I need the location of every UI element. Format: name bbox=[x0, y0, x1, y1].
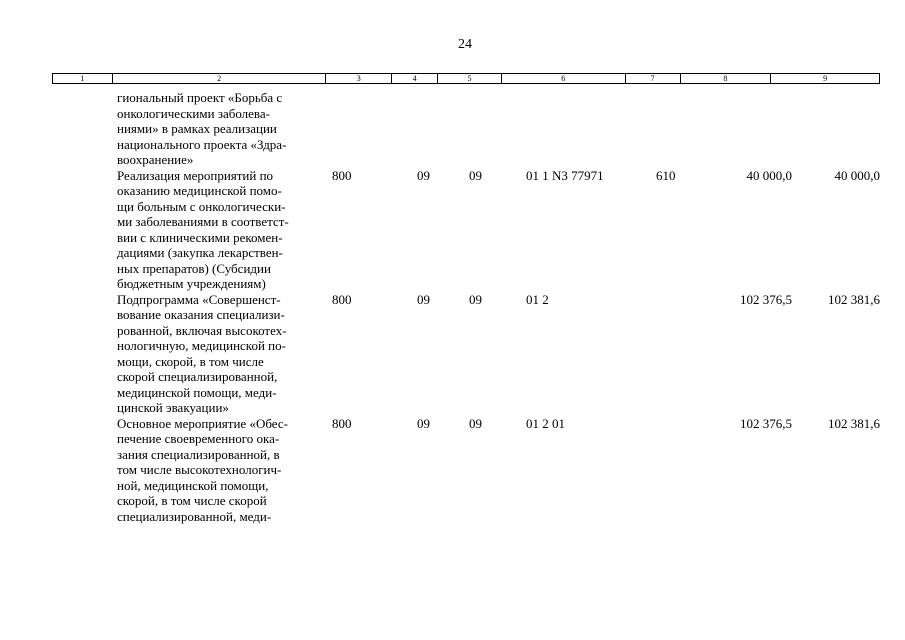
column-header: 8 bbox=[681, 74, 772, 83]
column-header: 6 bbox=[502, 74, 626, 83]
table-header bbox=[52, 73, 880, 84]
name-line: мощи, скорой, в том числе bbox=[117, 353, 264, 369]
name-line: Подпрограмма «Совершенст- bbox=[117, 291, 281, 307]
column-header: 5 bbox=[438, 74, 502, 83]
name-line: онкологическими заболева- bbox=[117, 105, 270, 121]
cell-name bbox=[117, 292, 332, 416]
cell-c5: 09 bbox=[469, 415, 482, 431]
name-line: ных препаратов) (Субсидии bbox=[117, 260, 271, 276]
name-line: ми заболеваниями в соответст- bbox=[117, 214, 289, 229]
column-header: 9 bbox=[823, 74, 828, 83]
cell-name bbox=[117, 168, 332, 292]
cell-c4: 09 bbox=[417, 291, 430, 307]
name-line: гиональный проект «Борьба с bbox=[117, 90, 283, 105]
name-line: Основное мероприятие «Обес- bbox=[117, 415, 288, 431]
cell-c8: 102 376,5 bbox=[740, 291, 792, 307]
table-row bbox=[52, 292, 880, 416]
column-header: 2 bbox=[113, 74, 326, 83]
cell-c5: 09 bbox=[469, 291, 482, 307]
name-line: печение своевременного ока- bbox=[117, 431, 280, 446]
cell-c9: 40 000,0 bbox=[834, 167, 880, 183]
name-line: рованной, включая высокотех- bbox=[117, 322, 287, 338]
cell-c8: 102 376,5 bbox=[740, 415, 792, 431]
cell-c9: 102 381,6 bbox=[828, 415, 880, 431]
cell-c3: 800 bbox=[332, 415, 352, 431]
name-line: зания специализированной, в bbox=[117, 446, 280, 462]
cell-c5: 09 bbox=[469, 167, 482, 183]
table-body bbox=[52, 90, 880, 524]
cell-c9: 102 381,6 bbox=[828, 291, 880, 307]
name-line: национального проекта «Здра- bbox=[117, 136, 287, 152]
table-row bbox=[52, 416, 880, 525]
cell-name bbox=[117, 416, 332, 525]
name-line: специализированной, меди- bbox=[117, 508, 272, 524]
cell-c6: 01 2 bbox=[526, 291, 549, 307]
name-line: ниями» в рамках реализации bbox=[117, 121, 277, 136]
name-line: щи больным с онкологически- bbox=[117, 198, 286, 214]
cell-c6: 01 2 01 bbox=[526, 415, 565, 431]
cell-c4: 09 bbox=[417, 167, 430, 183]
cell-c3: 800 bbox=[332, 291, 352, 307]
table-row bbox=[52, 90, 880, 168]
name-line: Реализация мероприятий по bbox=[117, 167, 274, 183]
cell-c7: 610 bbox=[656, 167, 676, 183]
name-line: нологичную, медицинской по- bbox=[117, 338, 286, 353]
column-header: 7 bbox=[626, 74, 681, 83]
column-header: 4 bbox=[392, 74, 438, 83]
name-line: воохранение» bbox=[117, 152, 194, 167]
cell-c8: 40 000,0 bbox=[746, 167, 792, 183]
name-line: цинской эвакуации» bbox=[117, 400, 229, 415]
cell-c6: 01 1 N3 77971 bbox=[526, 167, 604, 183]
cell-name bbox=[117, 90, 332, 168]
name-line: дациями (закупка лекарствен- bbox=[117, 245, 283, 260]
table-row bbox=[52, 168, 880, 292]
name-line: ной, медицинской помощи, bbox=[117, 477, 269, 493]
name-line: вование оказания специализи- bbox=[117, 307, 285, 322]
name-line: медицинской помощи, меди- bbox=[117, 384, 277, 400]
name-line: вии с клиническими рекомен- bbox=[117, 229, 283, 245]
page-number: 24 bbox=[458, 37, 472, 52]
column-header: 3 bbox=[326, 74, 392, 83]
name-line: скорой специализированной, bbox=[117, 369, 278, 384]
name-line: оказанию медицинской помо- bbox=[117, 183, 282, 198]
name-line: скорой, в том числе скорой bbox=[117, 493, 267, 508]
cell-c3: 800 bbox=[332, 167, 352, 183]
name-line: том числе высокотехнологич- bbox=[117, 462, 282, 477]
cell-c4: 09 bbox=[417, 415, 430, 431]
column-header: 1 bbox=[53, 74, 113, 83]
name-line: бюджетным учреждениям) bbox=[117, 276, 266, 291]
